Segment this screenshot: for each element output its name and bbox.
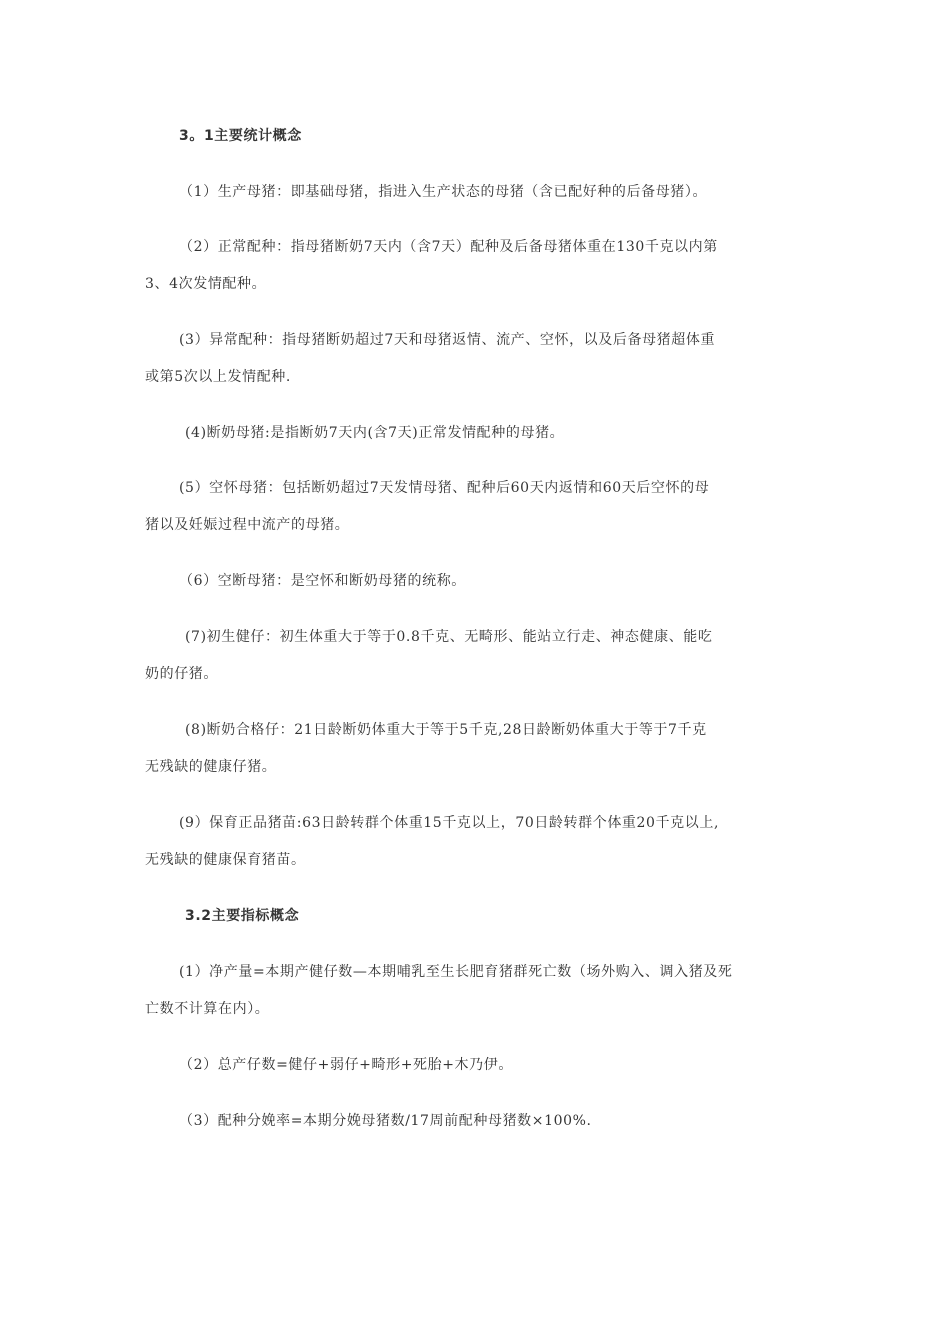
paragraph-line: （2）正常配种：指母猪断奶7天内（含7天）配种及后备母猪体重在130千克以内第 — [179, 239, 718, 255]
paragraph-item-8 — [145, 712, 810, 786]
section-heading-3-1 — [145, 118, 810, 155]
paragraph-item-2 — [145, 229, 810, 303]
paragraph-item-7 — [145, 619, 810, 693]
paragraph-line: (7)初生健仔：初生体重大于等于0.8千克、无畸形、能站立行走、神态健康、能吃 — [185, 629, 713, 645]
paragraph-item-3 — [145, 322, 810, 396]
paragraph-item-2-1 — [145, 954, 810, 1028]
paragraph-item-2-3 — [145, 1103, 810, 1140]
paragraph-item-1 — [145, 174, 810, 211]
paragraph-line: (1）净产量=本期产健仔数—本期哺乳至生长肥育猪群死亡数（场外购入、调入猪及死 — [179, 964, 733, 980]
paragraph-line: 3、4次发情配种。 — [145, 276, 267, 292]
paragraph-line: （6）空断母猪：是空怀和断奶母猪的统称。 — [179, 573, 466, 589]
paragraph-line: (4)断奶母猪:是指断奶7天内(含7天)正常发情配种的母猪。 — [185, 425, 565, 441]
paragraph-line: （2）总产仔数=健仔+弱仔+畸形+死胎+木乃伊。 — [179, 1057, 513, 1073]
paragraph-line: (9）保育正品猪苗:63日龄转群个体重15千克以上，70日龄转群个体重20千克以上, — [179, 815, 719, 831]
paragraph-line: （1）生产母猪：即基础母猪，指进入生产状态的母猪（含已配好种的后备母猪）。 — [179, 184, 708, 200]
paragraph-line: 无残缺的健康仔猪。 — [145, 759, 277, 775]
paragraph-line: （3）配种分娩率=本期分娩母猪数/17周前配种母猪数×100%. — [179, 1113, 592, 1129]
heading-text: 3。1主要统计概念 — [179, 128, 302, 144]
paragraph-line: (8)断奶合格仔：21日龄断奶体重大于等于5千克,28日龄断奶体重大于等于7千克 — [185, 722, 707, 738]
paragraph-item-9 — [145, 805, 810, 879]
heading-text: 3.2主要指标概念 — [185, 908, 300, 924]
paragraph-item-5 — [145, 470, 810, 544]
paragraph-line: 或第5次以上发情配种. — [145, 369, 291, 385]
paragraph-line: (5）空怀母猪：包括断奶超过7天发情母猪、配种后60天内返情和60天后空怀的母 — [179, 480, 710, 496]
paragraph-item-4 — [145, 415, 810, 452]
paragraph-line: (3）异常配种：指母猪断奶超过7天和母猪返情、流产、空怀，以及后备母猪超体重 — [179, 332, 716, 348]
paragraph-item-6 — [145, 563, 810, 600]
paragraph-line: 亡数不计算在内）。 — [145, 1001, 270, 1017]
paragraph-line: 猪以及妊娠过程中流产的母猪。 — [145, 517, 350, 533]
paragraph-item-2-2 — [145, 1047, 810, 1084]
section-heading-3-2 — [145, 898, 810, 935]
paragraph-line: 无残缺的健康保育猪苗。 — [145, 852, 306, 868]
paragraph-line: 奶的仔猪。 — [145, 666, 218, 682]
